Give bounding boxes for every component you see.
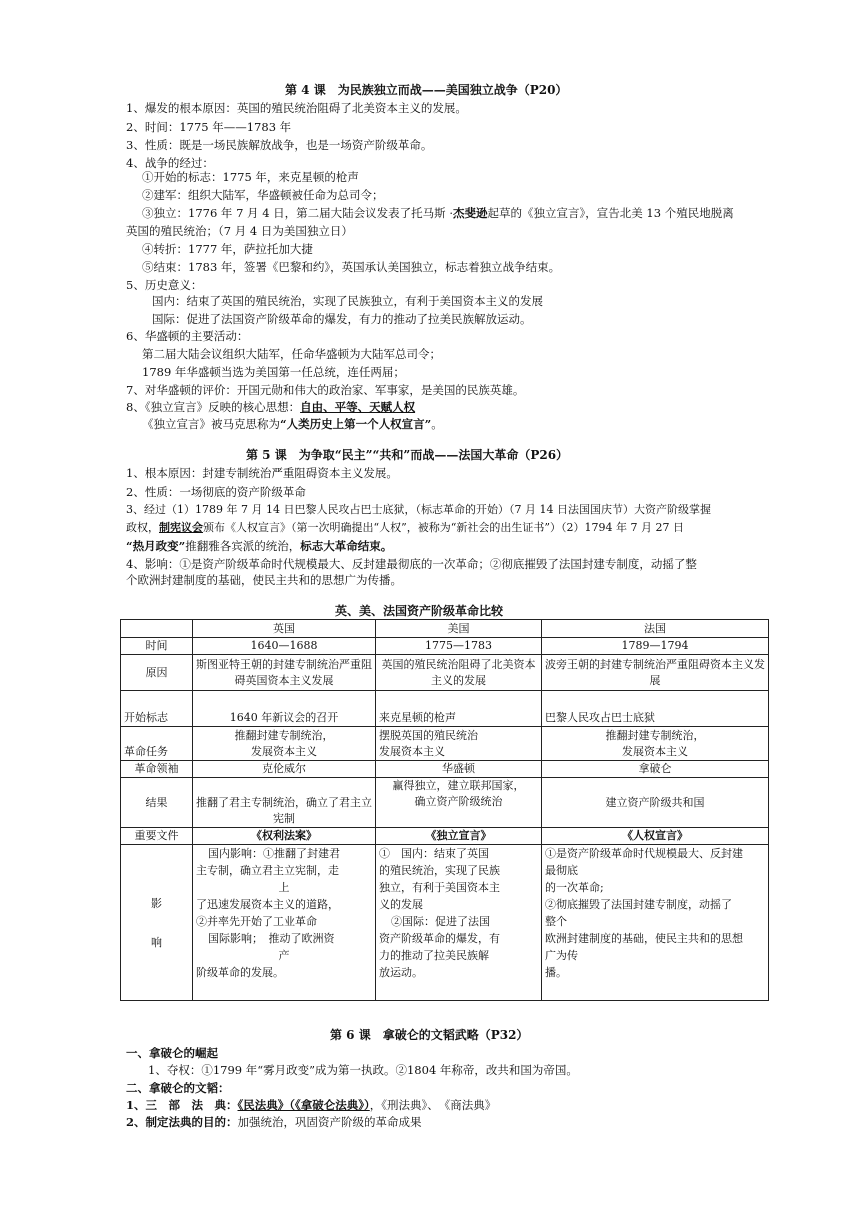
lesson6-heading-1: 一、拿破仑的崛起 (126, 1046, 218, 1060)
table-cell-line: 发展资本主义 (251, 744, 317, 758)
lesson4-line-2: 2、时间：1775 年——1783 年 (126, 120, 292, 134)
lesson4-line-7: 7、对华盛顿的评价：开国元勋和伟大的政治家、军事家，是美国的民族英雄。 (126, 383, 525, 397)
impact-label-1: 影 (151, 896, 162, 910)
lesson4-step-1: ①开始的标志：1775 年，来克星顿的枪声 (142, 170, 359, 184)
table-cell-line: 放运动。 (379, 966, 423, 979)
lesson5-end: 标志大革命结束。 (300, 539, 393, 553)
table-cell (376, 778, 542, 828)
table-row-label: 时间 (121, 638, 193, 655)
table-row-time (121, 638, 769, 655)
lesson6-line-2 (126, 1097, 496, 1113)
table-cell-line: 播。 (545, 966, 567, 979)
lesson4-line-5: 5、历史意义： (126, 278, 203, 292)
lesson5-thermidor: “热月政变” (126, 539, 186, 553)
lesson5-line-4-c: 颁布《人权宣言》（第一次明确提出“人权”，被称为“新社会的出生证书”）（2）1794 年 7 月 27 日 (203, 521, 684, 534)
table-cell-line: 广为传 (545, 949, 578, 962)
table-cell-line: 发展资本主义 (379, 744, 445, 758)
table-cell: 巴黎人民攻占巴士底狱 (542, 691, 769, 727)
table-cell-line: 独立，有利于美国资本主 (379, 881, 500, 894)
table-row-result (121, 778, 769, 828)
impact-label-2: 响 (151, 935, 162, 949)
table-cell: 1640 年新议会的召开 (193, 691, 376, 727)
table-cell-line: ①是资产阶级革命时代规模最大、反封建 (545, 847, 743, 860)
table-cell-line: 的一次革命; (545, 881, 604, 894)
table-caption: 英、美、法国资产阶级革命比较 (335, 604, 504, 618)
table-cell: 1775—1783 (376, 638, 542, 655)
lesson5-line-6 (126, 556, 697, 572)
lesson5-line-6-b: ①是资产阶级革命时代规模最大、反封建最彻底的一次革命； (179, 557, 490, 571)
table-cell-line: 了迅速发展资本主义的道路， (196, 898, 339, 911)
table-header-cell: 法国 (542, 620, 769, 638)
table-row-impact (121, 845, 769, 1001)
table-cell-line: 力的推动了拉美民族解 (379, 949, 489, 962)
table-cell: 拿破仑 (542, 761, 769, 778)
table-row-label: 结果 (121, 778, 193, 828)
table-cell-line: 义的发展 (379, 898, 423, 911)
lesson4-step-5: ⑤结束：1783 年，签署《巴黎和约》，英国承认美国独立，标志着独立战争结束。 (142, 260, 561, 274)
table-cell (376, 845, 542, 1001)
table-cell (376, 727, 542, 761)
lesson4-step-3-cont: 英国的殖民统治；（7 月 4 日为美国独立日） (126, 224, 353, 238)
lesson5-line-6-a: 4、影响： (126, 557, 180, 571)
table-cell-line: 产 (278, 949, 290, 962)
lesson4-line-3: 3、性质：既是一场民族解放战争，也是一场资产阶级革命。 (126, 138, 433, 152)
table-cell-line: ②彻底摧毁了法国封建专制度，动摇了 (545, 898, 732, 911)
table-row-label (121, 845, 193, 1001)
table-cell: 华盛顿 (376, 761, 542, 778)
table-cell-line: 发展资本主义 (622, 744, 688, 758)
table-cell-line: ②国际：促进了法国 (391, 915, 490, 928)
table-cell-line: 推翻封建专制统治， (605, 728, 705, 742)
table-cell-line: 资产阶级革命的爆发，有 (379, 932, 500, 945)
table-header-cell: 美国 (376, 620, 542, 638)
lesson5-line-1: 1、根本原因：封建专制统治严重阻碍资本主义发展。 (126, 466, 398, 480)
table-cell: 《独立宣言》 (376, 828, 542, 845)
lesson4-line-9-c: 。 (431, 417, 443, 431)
table-cell-line: ②并率先开始了工业革命 (196, 915, 317, 928)
lesson4-line-6: 6、华盛顿的主要活动： (126, 329, 249, 343)
lesson4-step-2: ②建军：组织大陆军，华盛顿被任命为总司令； (142, 188, 384, 202)
lesson6-line-2-c: ，《刑法典》、 《商法典》 (369, 1098, 497, 1112)
lesson5-line-4-a: 政权， (126, 521, 159, 534)
table-cell: 建立资产阶级共和国 (542, 778, 769, 828)
table-cell: 推翻了君主专制统治，确立了君主立宪制 (193, 778, 376, 828)
lesson6-line-3-a: 2、制定法典的目的： (126, 1115, 238, 1129)
lesson4-line-9 (142, 416, 443, 432)
lesson5-assembly: 制宪议会 (159, 521, 203, 534)
lesson4-step-3-c: 起草的《独立宣言》，宣告北美 13 个殖民地脱离 (487, 206, 734, 220)
table-cell (542, 727, 769, 761)
lesson4-step-3 (142, 205, 734, 221)
table-cell: 1789—1794 (542, 638, 769, 655)
table-cell-line: 阶级革命的发展。 (196, 966, 284, 979)
lesson6-line-1: 1、夺权：①1799 年“雾月政变”成为第一执政。②1804 年称帝，改共和国为帝国。 (148, 1063, 578, 1077)
table-header-cell: 英国 (193, 620, 376, 638)
lesson4-washington-1: 第二届大陆会议组织大陆军，任命华盛顿为大陆军总司令； (142, 347, 441, 361)
lesson4-step-3-jefferson: 杰斐逊 (453, 206, 488, 220)
lesson4-step-3-a: ③独立：1776 年 7 月 4 日，第二届大陆会议发表了托马斯 · (142, 206, 453, 220)
table-cell-line: 赢得独立，建立联邦国家， (392, 779, 525, 792)
lesson4-line-8 (126, 399, 415, 415)
table-cell-line: 最彻底 (545, 864, 578, 877)
table-row-start (121, 691, 769, 727)
table-cell (542, 845, 769, 1001)
lesson5-line-3: 3、经过（1）1789 年 7 月 14 日巴黎人民攻占巴士底狱，（标志革命的开始）（7 月 14 日法国国庆节）大资产阶级掌握 (126, 503, 711, 516)
table-cell-line: 推翻封建专制统治， (234, 728, 334, 742)
table-cell-line: 整个 (545, 915, 567, 928)
lesson4-core-idea: 自由、平等、天赋人权 (300, 400, 416, 414)
table-cell-line: 国内影响：①推翻了封建君 (208, 847, 340, 860)
lesson4-marx-quote: “人类历史上第一个人权宣言” (280, 417, 432, 431)
table-header-cell (121, 620, 193, 638)
table-cell-line: 国际影响； 推动了欧洲资 (208, 932, 335, 945)
table-cell: 来克星顿的枪声 (376, 691, 542, 727)
lesson4-line-9-a: 《独立宣言》被马克思称为 (142, 417, 280, 431)
lesson4-line-8-a: 8、《独立宣言》反映的核心思想： (126, 400, 301, 414)
comparison-table (120, 619, 769, 1001)
table-cell-line: 上 (278, 881, 290, 894)
lesson5-line-2: 2、性质：一场彻底的资产阶级革命 (126, 485, 306, 499)
table-cell: 斯图亚特王朝的封建专制统治严重阻碍英国资本主义发展 (193, 655, 376, 691)
table-row-task (121, 727, 769, 761)
table-cell-line: 摆脱英国的殖民统治 (379, 728, 478, 742)
table-row-leader (121, 761, 769, 778)
table-cell-line: 主专制，确立君主立宪制，走 (196, 864, 339, 877)
lesson5-title: 第 5 课 为争取“民主”“共和”而战——法国大革命（P26） (246, 448, 569, 462)
lesson6-title: 第 6 课 拿破仑的文韬武略（P32） (330, 1028, 529, 1042)
table-cell: 1640—1688 (193, 638, 376, 655)
table-cell: 克伦威尔 (193, 761, 376, 778)
lesson4-line-4: 4、战争的经过： (126, 156, 214, 170)
lesson6-line-3-b: 加强统治，巩固资产阶级的革命成果 (237, 1115, 422, 1129)
table-cell: 波旁王朝的封建专制统治严重阻碍资本主义发展 (542, 655, 769, 691)
table-row-label: 重要文件 (121, 828, 193, 845)
table-cell: 《权利法案》 (193, 828, 376, 845)
lesson5-line-6-c: ②彻底摧毁了法国封建专制度，动摇了整 (489, 557, 697, 571)
table-row-label: 革命任务 (121, 727, 193, 761)
lesson6-heading-2: 二、拿破仑的文韬： (126, 1081, 230, 1095)
lesson5-line-5 (126, 538, 392, 554)
table-row-label: 原因 (121, 655, 193, 691)
table-cell: 英国的殖民统治阻碍了北美资本主义的发展 (376, 655, 542, 691)
lesson4-washington-2: 1789 年华盛顿当选为美国第一任总统，连任两届； (142, 365, 405, 379)
table-cell-line: ① 国内：结束了英国 (379, 847, 489, 860)
table-header-row (121, 620, 769, 638)
table-cell-line: 欧洲封建制度的基础，使民主共和的思想 (545, 932, 743, 945)
table-cell-line: 的殖民统治，实现了民族 (379, 864, 500, 877)
lesson4-step-4: ④转折：1777 年，萨拉托加大捷 (142, 242, 313, 256)
lesson6-civil-code: 《民法典》（《拿破仑法典》） (237, 1098, 370, 1112)
table-row-document (121, 828, 769, 845)
table-cell-line: 确立资产阶级统治 (414, 795, 503, 808)
lesson6-line-2-a: 1、三 部 法 典： (126, 1098, 238, 1112)
table-cell (193, 845, 376, 1001)
lesson4-domestic: 国内：结束了英国的殖民统治，实现了民族独立，有利于美国资本主义的发展 (152, 294, 543, 308)
lesson4-international: 国际：促进了法国资产阶级革命的爆发，有力的推动了拉美民族解放运动。 (152, 312, 532, 326)
table-row-reason (121, 655, 769, 691)
table-cell (193, 727, 376, 761)
table-row-label: 开始标志 (121, 691, 193, 727)
lesson4-line-1: 1、爆发的根本原因：英国的殖民统治阻碍了北美资本主义的发展。 (126, 101, 467, 115)
table-cell: 《人权宣言》 (542, 828, 769, 845)
lesson5-line-4 (126, 520, 684, 536)
table-row-label: 革命领袖 (121, 761, 193, 778)
lesson5-line-7: 个欧洲封建制度的基础，使民主共和的思想广为传播。 (126, 573, 402, 587)
lesson5-line-5-b: 推翻雅各宾派的统治， (185, 539, 301, 553)
lesson4-title: 第 4 课 为民族独立而战——美国独立战争（P20） (285, 83, 568, 97)
lesson6-line-3 (126, 1114, 422, 1130)
